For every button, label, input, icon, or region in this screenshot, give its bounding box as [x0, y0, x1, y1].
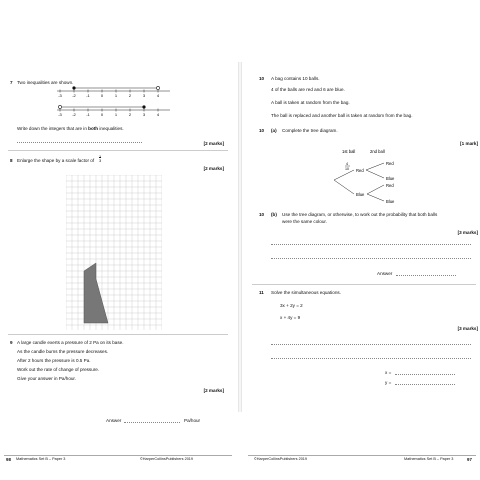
q8-fraction: 1 3: [99, 154, 102, 163]
right-footer-title: Mathematics Set B – Paper 3: [404, 457, 454, 461]
q9-answer-unit: Pa/hour: [184, 418, 201, 423]
left-footer-title: Mathematics Set B – Paper 3: [16, 457, 66, 461]
tree-frac-den: 10: [345, 167, 349, 171]
tick-label: 1: [114, 93, 118, 98]
q10-line-3: A ball is taken at random from the bag.: [271, 100, 350, 105]
q10a-part: (a): [271, 128, 277, 133]
q11-x-field[interactable]: [395, 374, 455, 375]
q10a-marks: [1 mark]: [460, 141, 478, 146]
q10b-part: (b): [271, 212, 277, 217]
shape-to-enlarge: [84, 263, 108, 323]
page-fold: [238, 62, 242, 412]
q11-marks: [3 marks]: [457, 326, 478, 331]
tick-label: -3: [58, 93, 62, 98]
q8-marks: [2 marks]: [203, 166, 224, 171]
q11-eq2: x + 4y = 9: [280, 315, 301, 320]
footer-rule: [248, 455, 476, 456]
q9-line-5: Give your answer in Pa/hour.: [17, 376, 76, 381]
number-line-1: [57, 86, 170, 98]
q11-y-field[interactable]: [395, 384, 455, 385]
q10-line-4: The ball is replaced and another ball is taken at random from the bag.: [271, 113, 413, 118]
q11-working-line-2[interactable]: [271, 358, 471, 359]
tree-diagram[interactable]: [304, 148, 414, 208]
divider: [8, 334, 228, 335]
tree-header-2nd: 2nd ball: [370, 149, 385, 154]
left-footer-copyright: ©HarperCollinsPublishers 2019: [140, 457, 194, 461]
tree-second-blue-1: Blue: [386, 176, 395, 181]
q11-x-label: x =: [385, 370, 392, 375]
number-line-1-end: [156, 86, 159, 89]
tick-label: 2: [128, 93, 132, 98]
q10b-answer-field[interactable]: [396, 275, 456, 276]
q10-line-1: A bag contains 10 balls.: [271, 76, 320, 81]
tick-label: 2: [128, 112, 132, 117]
number-line-2-start: [58, 105, 61, 108]
right-page: [244, 62, 480, 462]
q11-working-line-1[interactable]: [271, 344, 471, 345]
q10b-answer-label: Answer: [377, 271, 393, 276]
enlargement-grid[interactable]: [66, 175, 162, 330]
number-line-1-start: [72, 86, 75, 89]
tick-label: -2: [72, 93, 76, 98]
q10b-prompt-2: were the same colour.: [282, 219, 327, 224]
q9-number: 9: [10, 340, 13, 345]
q7-prompt: Two inequalities are shown.: [17, 80, 74, 85]
q7-number: 7: [10, 80, 13, 85]
q11-y-label: y =: [385, 380, 392, 385]
tick-label: 0: [100, 112, 104, 117]
q10a-prompt: Complete the tree diagram.: [282, 128, 338, 133]
tree-first-blue: Blue: [356, 192, 365, 197]
q8-number: 8: [10, 158, 13, 163]
q10b-number: 10: [259, 212, 265, 217]
right-page-number: 97: [467, 457, 472, 462]
tick-label: 0: [100, 93, 104, 98]
q7-number-lines: [55, 85, 180, 123]
q9-line-2: As the candle burns the pressure decreases.: [17, 349, 109, 354]
q7-answer-line[interactable]: [17, 142, 142, 143]
q10a-number: 10: [259, 128, 265, 133]
right-footer-copyright: ©HarperCollinsPublishers 2019: [254, 457, 308, 461]
tree-second-blue-2: Blue: [386, 199, 395, 204]
q7-instruction: Write down the integers that are in both inequalities.: [17, 126, 124, 131]
number-line-2-end: [142, 105, 145, 108]
q10-number: 10: [259, 76, 265, 81]
q9-answer-field[interactable]: [124, 422, 180, 423]
tick-label: 3: [142, 93, 146, 98]
divider: [252, 284, 476, 285]
divider: [8, 150, 228, 151]
tree-header-1st: 1st ball: [342, 149, 356, 154]
q10b-prompt-1: Use the tree diagram, or otherwise, to work out the probability that both balls: [282, 212, 438, 217]
q7-marks: [2 marks]: [203, 141, 224, 146]
q9-line-1: A large candle exerts a pressure of 2 Pa on its base.: [17, 340, 124, 345]
tick-label: 4: [156, 93, 160, 98]
q9-marks: [2 marks]: [203, 388, 224, 393]
q9-line-3: After 2 hours the pressure is 0.5 Pa.: [17, 358, 91, 363]
q9-line-4: Work out the rate of change of pressure.: [17, 367, 100, 372]
tick-label: 3: [142, 112, 146, 117]
tick-label: -3: [58, 112, 62, 117]
tick-label: -1: [86, 93, 90, 98]
q10-line-2: 4 of the balls are red and 6 are blue.: [271, 87, 345, 92]
left-page-number: 98: [6, 457, 11, 462]
footer-rule: [4, 455, 232, 456]
q10b-working-line-1[interactable]: [271, 244, 471, 245]
tick-label: -2: [72, 112, 76, 117]
q11-number: 11: [259, 290, 264, 295]
left-page: [0, 62, 236, 462]
tree-second-red-2: Red: [386, 183, 394, 188]
tick-label: -1: [86, 112, 90, 117]
tree-frac-num: 4: [346, 162, 348, 166]
tick-label: 1: [114, 112, 118, 117]
q9-answer-label: Answer: [106, 418, 122, 423]
q10b-marks: [3 marks]: [457, 230, 478, 235]
number-line-2: [57, 105, 170, 117]
tree-second-red-1: Red: [386, 161, 394, 166]
q10b-working-line-2[interactable]: [271, 258, 471, 259]
q11-eq1: 3x + 2y = 2: [280, 303, 303, 308]
q8-prompt: Enlarge the shape by a scale factor of: [17, 158, 95, 163]
q11-prompt: Solve the simultaneous equations.: [271, 290, 341, 295]
tree-first-red: Red: [356, 168, 364, 173]
tick-label: 4: [156, 112, 160, 117]
